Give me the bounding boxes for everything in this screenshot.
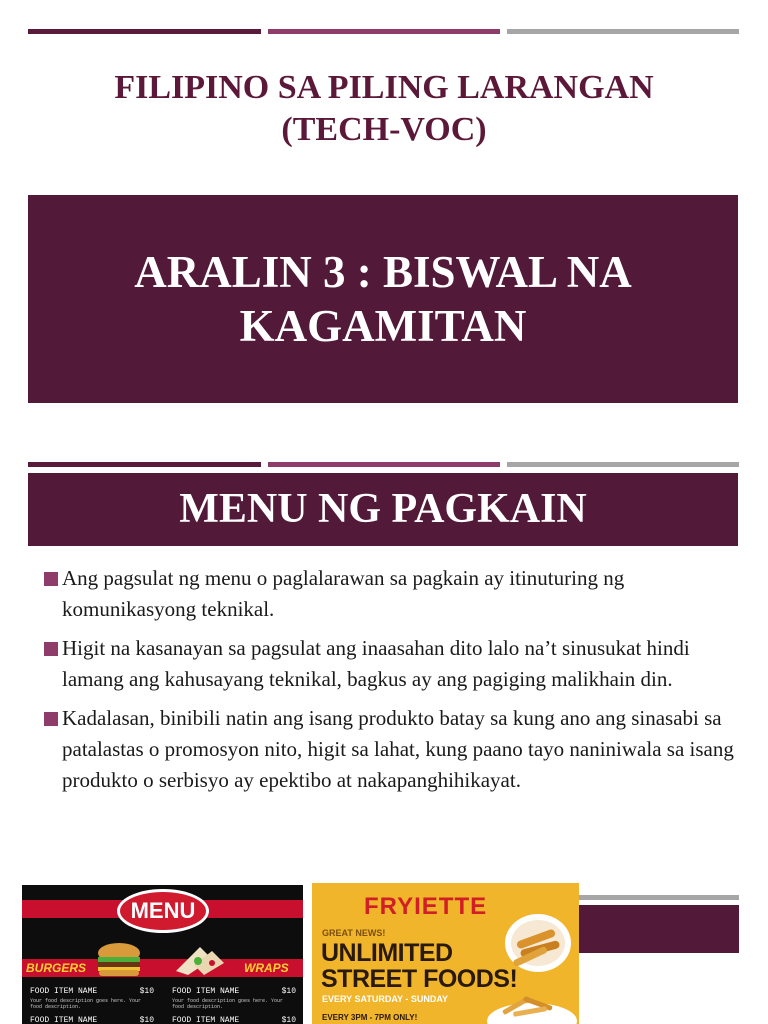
- fries-pile-icon: [487, 991, 577, 1024]
- accent-bar-mid-2: [268, 462, 500, 467]
- menu-item-price: $10: [281, 1016, 296, 1024]
- bullet-text: Kadalasan, binibili natin ang isang produkto batay sa kung ano ang sinasabi sa patalastas o promosyon nito, higit sa lahat, kung paano tayo naniniwala sa isang produkto o serbisyo ay epektibo at nakapanghihikayat.: [62, 706, 734, 792]
- fries-plate-icon: [504, 913, 572, 973]
- slide-title-line2: (TECH-VOC): [281, 111, 487, 148]
- promo-headline-line1: UNLIMITED: [321, 939, 453, 967]
- menu-item: [172, 1016, 296, 1024]
- lesson-banner-line2: KAGAMITAN: [239, 301, 527, 351]
- accent-bar-dark: [28, 29, 261, 34]
- menu-image: [22, 885, 303, 1024]
- bullet-square-icon: [44, 642, 58, 656]
- promo-schedule: EVERY SATURDAY - SUNDAY: [322, 994, 449, 1004]
- accent-bar-dark-2: [28, 462, 261, 467]
- bullet-item: [44, 703, 734, 796]
- burgers-label: BURGERS: [26, 961, 87, 975]
- wraps-label: WRAPS: [244, 961, 289, 975]
- menu-item: [30, 1016, 154, 1024]
- accent-bar-gray-3: [575, 895, 739, 900]
- menu-item-desc: Your food description goes here. Your food description.: [172, 998, 284, 1010]
- section-heading-text: MENU NG PAGKAIN: [179, 486, 587, 532]
- menu-item-price: $10: [139, 1016, 154, 1024]
- promo-headline-line2: STREET FOODS!: [321, 965, 518, 993]
- menu-item-desc: Your food description goes here. Your food description.: [30, 998, 142, 1010]
- accent-bar-mid: [268, 29, 500, 34]
- menu-item-name: FOOD ITEM NAME: [172, 1016, 240, 1024]
- bullet-list: [44, 563, 734, 804]
- promo-tagline: GREAT NEWS!: [322, 928, 386, 938]
- bullet-text: Higit na kasanayan sa pagsulat ang inaasahan dito lalo na’t sinusukat hindi lamang ang kahusayang teknikal, bagkus ay ang pagiging malikhain din.: [62, 636, 690, 691]
- lesson-banner: [28, 195, 738, 403]
- bullet-square-icon: [44, 572, 58, 586]
- burger-icon: [96, 943, 142, 977]
- promo-headline: [321, 940, 517, 992]
- bullet-item: [44, 563, 734, 625]
- promo-brand: FRYIETTE: [364, 893, 488, 920]
- section-heading: [28, 473, 738, 546]
- menu-title: MENU: [130, 898, 196, 923]
- menu-item-name: FOOD ITEM NAME: [172, 987, 240, 996]
- menu-title-badge: [117, 889, 209, 933]
- menu-item-name: FOOD ITEM NAME: [30, 1016, 98, 1024]
- lesson-banner-line1: ARALIN 3 : BISWAL NA: [134, 247, 632, 297]
- menu-item-price: $10: [139, 987, 154, 996]
- menu-item-price: $10: [281, 987, 296, 996]
- accent-bar-gray-2: [507, 462, 739, 467]
- bullet-text: Ang pagsulat ng menu o paglalarawan sa pagkain ay itinuturing ng komunikasyong teknikal.: [62, 566, 625, 621]
- promo-hours: EVERY 3PM - 7PM ONLY!: [322, 1013, 418, 1022]
- bullet-item: [44, 633, 734, 695]
- menu-item: [30, 987, 154, 1010]
- menu-item-name: FOOD ITEM NAME: [30, 987, 98, 996]
- promo-image: [312, 883, 579, 1024]
- wrap-icon: [172, 943, 228, 977]
- slide-title: [0, 67, 768, 151]
- bullet-square-icon: [44, 712, 58, 726]
- next-slide-banner: [575, 905, 739, 953]
- accent-bar-gray: [507, 29, 739, 34]
- menu-item: [172, 987, 296, 1010]
- slide-title-line1: FILIPINO SA PILING LARANGAN: [114, 69, 654, 106]
